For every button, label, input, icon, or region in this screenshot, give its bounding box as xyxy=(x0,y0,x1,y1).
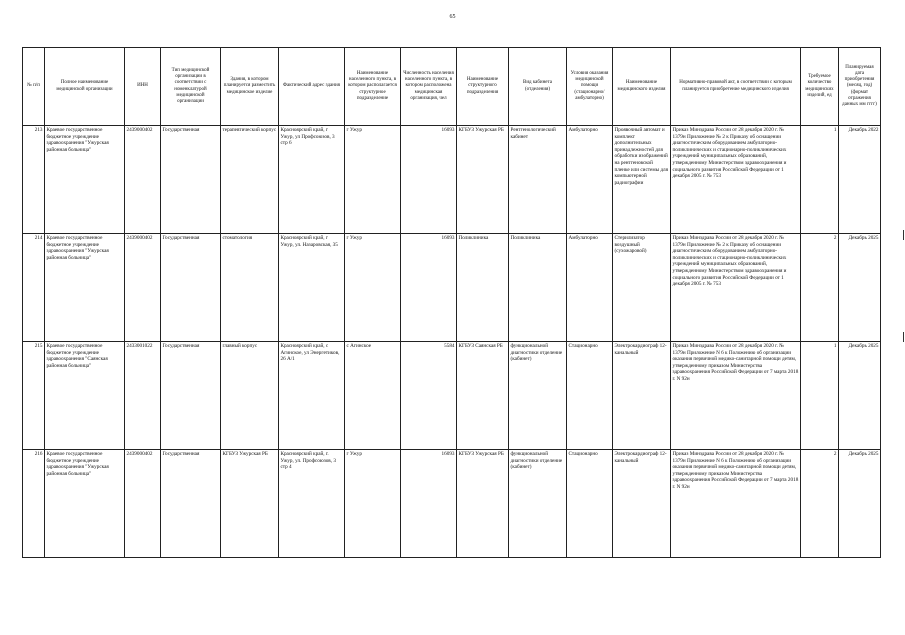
cabinet: Рентгенологический кабинет xyxy=(509,126,567,234)
cabinet: Поликлиника xyxy=(509,234,567,342)
device: Проявочный автомат и комплект дополнительных принадлежностей для обработки изображений на рентгеновской пленке или системы для компьютерной радиографии xyxy=(613,126,671,234)
table-row xyxy=(23,450,881,558)
org-name: Краевое государственное бюджетное учреждение здравоохранения "Ужурская районная больница" xyxy=(45,126,125,234)
scan-edge-mark xyxy=(903,332,904,342)
table-row xyxy=(23,126,881,234)
org-type: Государственная xyxy=(161,126,221,234)
header-cell: Численность населения населенного пункта, в котором расположена медицинская организация, чел xyxy=(401,48,457,126)
header-cell: Наименование структурного подразделения xyxy=(457,48,509,126)
purchase-date: Декабрь 2025 xyxy=(839,342,881,450)
purchase-date: Декабрь 2022 xyxy=(839,126,881,234)
page-number: 65 xyxy=(449,14,456,20)
row-number: 214 xyxy=(23,234,45,342)
population: 5584 xyxy=(401,342,457,450)
address: Красноярский край, г. Ужур, ул. Профсоюзов, 3 стр 4 xyxy=(279,450,345,558)
address: Красноярский край, с Агинское, ул Энергетиков, 26 А/1 xyxy=(279,342,345,450)
legal-act: Приказ Минздрава России от 28 декабря 2020 г. № 1379н Приложение № 2 к Приказу об оснащении диагностическим оборудованием амбулаторно-поликлинических и стационарно-поликлинических учреждений муниципальных образований, утвержденному Министерством здравоохранения и социального развития Российской Федерации от 1 декабря 2005 г. № 753 xyxy=(671,126,801,234)
header-cell: Здания, в котором планируется разместить медицинское изделие xyxy=(221,48,279,126)
header-cell: Полное наименование медицинской организации xyxy=(45,48,125,126)
quantity: 1 xyxy=(801,342,839,450)
building: терапевтический корпус xyxy=(221,126,279,234)
equipment-table xyxy=(22,47,881,558)
header-cell: Наименование медицинского изделия xyxy=(613,48,671,126)
address: Красноярский край, г Ужур, ул. Назаровская, 35 xyxy=(279,234,345,342)
conditions: Амбулаторно xyxy=(567,234,613,342)
device: Электрокардиограф 12-канальный xyxy=(613,450,671,558)
building: КГБУЗ Ужурская РБ xyxy=(221,450,279,558)
header-cell: Наименование населенного пункта, в котором располагается структурное подразделение xyxy=(345,48,401,126)
header-cell: Тип медицинской организации в соответствии с номенклатурой медицинской организации xyxy=(161,48,221,126)
settlement: г Ужур xyxy=(345,234,401,342)
building: главный корпус xyxy=(221,342,279,450)
unit: КГБУЗ Ужурская РБ xyxy=(457,450,509,558)
header-cell: Фактический адрес здания xyxy=(279,48,345,126)
header-cell: ИНН xyxy=(125,48,161,126)
header-cell: № п/п xyxy=(23,48,45,126)
unit: КГБУЗ Ужурская РБ xyxy=(457,126,509,234)
cabinet: функциональной диагностики отделение (кабинет) xyxy=(509,450,567,558)
inn: 2439000402 xyxy=(125,126,161,234)
legal-act: Приказ Минздрава России от 28 декабря 2020 г. № 1379н Приложение N 6 к Положению об организации оказания первичной медико-санитарной помощи детям, утвержденному приказом Министерства здравоохранения Российской Федерации от 7 марта 2018 г. N 92н xyxy=(671,450,801,558)
org-name: Краевое государственное бюджетное учреждение здравоохранения "Ужурская районная больница" xyxy=(45,450,125,558)
quantity: 1 xyxy=(801,126,839,234)
org-name: Краевое государственное бюджетное учреждение здравоохранения "Ужурская районная больница" xyxy=(45,234,125,342)
population: 16093 xyxy=(401,126,457,234)
population: 16093 xyxy=(401,450,457,558)
address: Красноярский край, г Ужур, ул Профсоюзов, 3 стр 6 xyxy=(279,126,345,234)
inn: 2439000402 xyxy=(125,234,161,342)
conditions: Стационарно xyxy=(567,342,613,450)
org-name: Краевое государственное бюджетное учреждение здравоохранения "Саянская районная больница" xyxy=(45,342,125,450)
settlement: г Ужур xyxy=(345,126,401,234)
legal-act: Приказ Минздрава России от 28 декабря 2020 г. № 1379н Приложение N 6 к Положению об организации оказания первичной медико-санитарной помощи детям, утвержденному приказом Министерства здравоохранения Российской Федерации от 7 марта 2018 г. N 92н xyxy=(671,342,801,450)
settlement: с Агинское xyxy=(345,342,401,450)
row-number: 213 xyxy=(23,126,45,234)
settlement: г Ужур xyxy=(345,450,401,558)
header-cell: Нормативно-правовой акт, в соответствии с которым планируется приобретение медицинского изделия xyxy=(671,48,801,126)
conditions: Амбулаторно xyxy=(567,126,613,234)
row-number: 216 xyxy=(23,450,45,558)
header-cell: Планируемая дата приобретения (месяц, год) (формат отражения данных мм гггг) xyxy=(839,48,881,126)
org-type: Государственная xyxy=(161,342,221,450)
table-header-row xyxy=(23,48,881,126)
row-number: 215 xyxy=(23,342,45,450)
header-cell: Вид кабинета (отделения) xyxy=(509,48,567,126)
header-cell: Требуемое количество медицинских изделий, ед xyxy=(801,48,839,126)
device: Электрокардиограф 12-канальный xyxy=(613,342,671,450)
inn: 2433001022 xyxy=(125,342,161,450)
population: 16093 xyxy=(401,234,457,342)
conditions: Стационарно xyxy=(567,450,613,558)
org-type: Государственная xyxy=(161,450,221,558)
quantity: 2 xyxy=(801,234,839,342)
table-row xyxy=(23,342,881,450)
table-row xyxy=(23,234,881,342)
header-cell: Условия оказания медицинской помощи (стационарно/амбулаторно) xyxy=(567,48,613,126)
device: Стерилизатор воздушный (сухожаровой) xyxy=(613,234,671,342)
org-type: Государственная xyxy=(161,234,221,342)
legal-act: Приказ Минздрава России от 28 декабря 2020 г. № 1379н Приложение № 2 к Приказу об оснащении диагностическим оборудованием амбулаторно-поликлинических и стационарно-поликлинических учреждений муниципальных образований, утвержденному Министерством здравоохранения и социального развития Российской Федерации от 1 декабря 2005 г. № 753 xyxy=(671,234,801,342)
quantity: 2 xyxy=(801,450,839,558)
scan-edge-mark xyxy=(903,230,904,240)
cabinet: функциональной диагностики отделение (кабинет) xyxy=(509,342,567,450)
purchase-date: Декабрь 2025 xyxy=(839,234,881,342)
unit: КГБУЗ Саянская РБ xyxy=(457,342,509,450)
inn: 2439000402 xyxy=(125,450,161,558)
purchase-date: Декабрь 2025 xyxy=(839,450,881,558)
unit: Поликлиника xyxy=(457,234,509,342)
building: стоматология xyxy=(221,234,279,342)
